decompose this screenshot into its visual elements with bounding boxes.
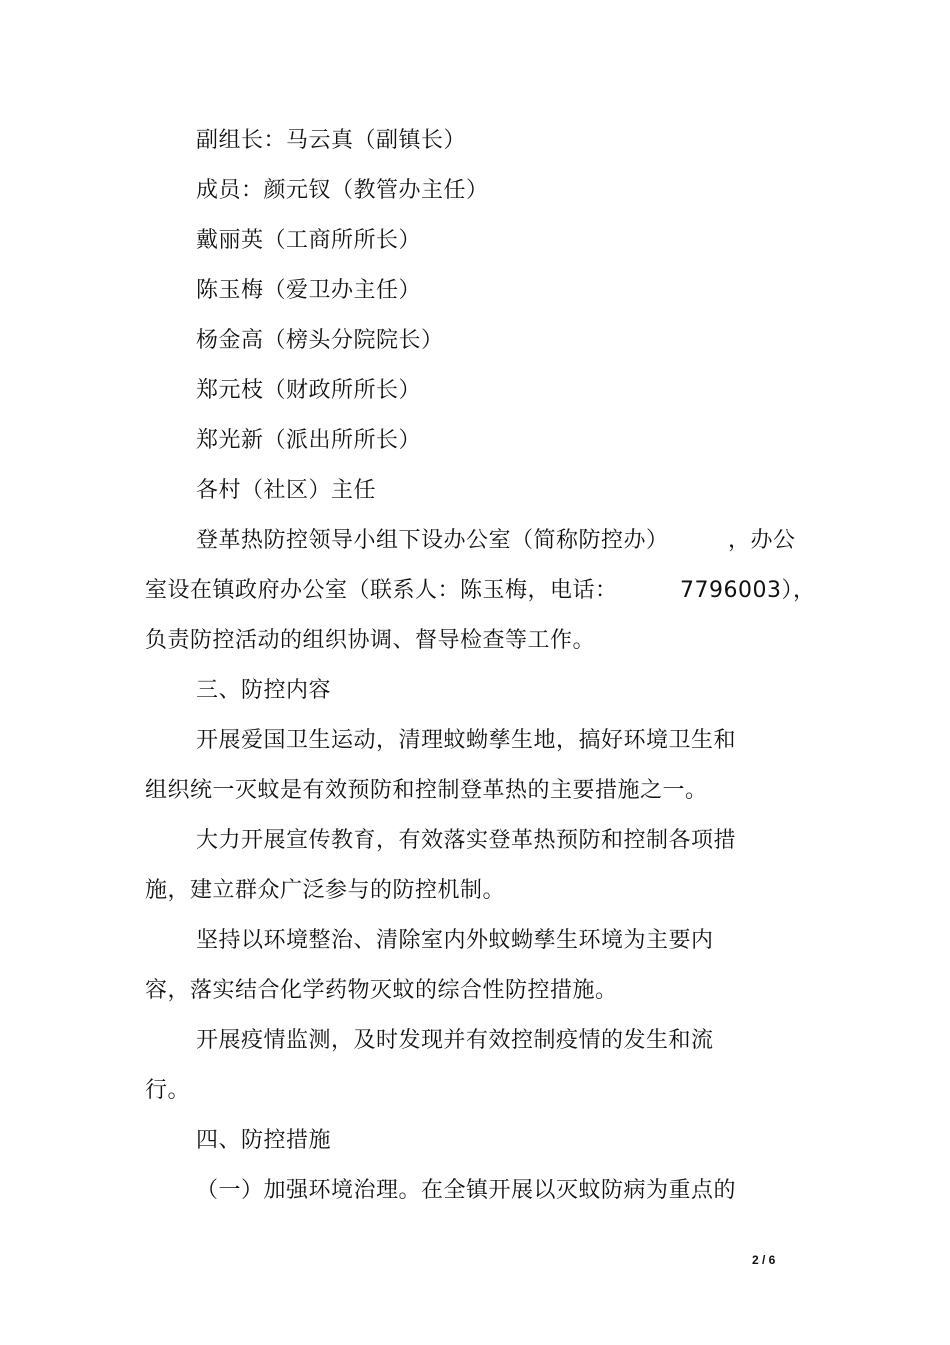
member-line: 郑元枝（财政所所长） [196, 378, 422, 403]
member-line: 陈玉梅（爱卫办主任） [196, 278, 422, 303]
member-line: 各村（社区）主任 [196, 478, 377, 503]
paragraph-line: 大力开展宣传教育，有效落实登革热预防和控制各项措 [196, 828, 737, 853]
office-paragraph-line: 室设在镇政府办公室（联系人：陈玉梅，电话： [145, 578, 618, 603]
office-paragraph-line: 负责防控活动的组织协调、督导检查等工作。 [145, 628, 596, 653]
section-heading: 三、防控内容 [196, 678, 332, 703]
page-number: 2 / 6 [752, 1253, 776, 1267]
members-line: 成员：颜元钗（教管办主任） [196, 178, 489, 203]
office-paragraph-line-end: ，办公 [728, 528, 796, 553]
phone-number: 7796003）， [680, 578, 816, 603]
member-line: 郑光新（派出所所长） [196, 428, 422, 453]
paragraph-line: 开展爱国卫生运动，清理蚊蚴孳生地，搞好环境卫生和 [196, 728, 737, 753]
section-heading: 四、防控措施 [196, 1128, 332, 1153]
paragraph-line: 组织统一灭蚊是有效预防和控制登革热的主要措施之一。 [145, 778, 708, 803]
office-paragraph-line: 登革热防控领导小组下设办公室（简称防控办） [196, 528, 669, 553]
paragraph-line: 坚持以环境整治、清除室内外蚊蚴孳生环境为主要内 [196, 928, 714, 953]
paragraph-line: 行。 [145, 1078, 191, 1103]
deputy-leader-line: 副组长：马云真（副镇长） [196, 128, 467, 153]
member-line: 杨金高（榜头分院院长） [196, 328, 444, 353]
member-line: 戴丽英（工商所所长） [196, 228, 422, 253]
paragraph-line: 施，建立群众广泛参与的防控机制。 [145, 878, 506, 903]
paragraph-line: 容，落实结合化学药物灭蚊的综合性防控措施。 [145, 978, 618, 1003]
paragraph-line: 开展疫情监测，及时发现并有效控制疫情的发生和流 [196, 1028, 714, 1053]
paragraph-line: （一）加强环境治理。在全镇开展以灭蚊防病为重点的 [196, 1178, 737, 1203]
